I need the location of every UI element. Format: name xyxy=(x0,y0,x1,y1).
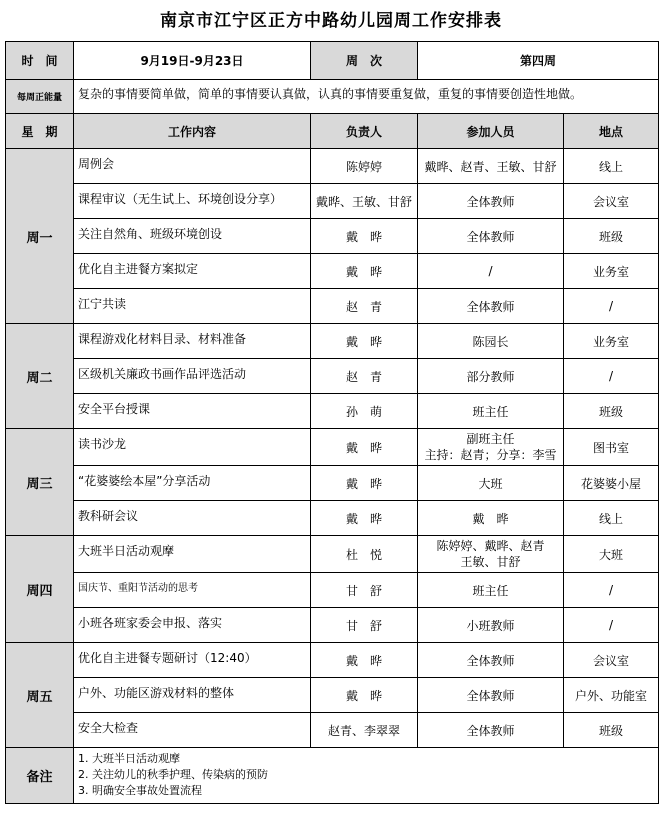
task-content: 大班半日活动观摩 xyxy=(74,536,311,573)
task-location: 会议室 xyxy=(564,184,659,219)
task-participants: 戴晔、赵青、王敏、甘舒 xyxy=(418,149,564,184)
task-location: 线上 xyxy=(564,501,659,536)
task-participants: 大班 xyxy=(418,466,564,501)
date-range: 9月19日-9月23日 xyxy=(74,42,311,80)
task-owner: 戴 晔 xyxy=(311,643,418,678)
notes-list xyxy=(74,748,659,804)
table-row xyxy=(6,254,659,289)
task-location: 线上 xyxy=(564,149,659,184)
task-content: “花婆婆绘本屋”分享活动 xyxy=(74,466,311,501)
task-owner: 戴 晔 xyxy=(311,466,418,501)
task-content: 国庆节、重阳节活动的思考 xyxy=(74,573,311,608)
task-participants: 班主任 xyxy=(418,394,564,429)
task-location: 业务室 xyxy=(564,254,659,289)
table-row xyxy=(6,324,659,359)
task-owner: 戴晔、王敏、甘舒 xyxy=(311,184,418,219)
week-value: 第四周 xyxy=(418,42,659,80)
week-label: 周 次 xyxy=(311,42,418,80)
task-location: / xyxy=(564,573,659,608)
task-location: 大班 xyxy=(564,536,659,573)
table-row xyxy=(6,536,659,573)
task-owner: 戴 晔 xyxy=(311,678,418,713)
task-content: 江宁共读 xyxy=(74,289,311,324)
task-location: 户外、功能室 xyxy=(564,678,659,713)
task-content: 户外、功能区游戏材料的整体 xyxy=(74,678,311,713)
task-location: 会议室 xyxy=(564,643,659,678)
task-owner: 赵青、李翠翠 xyxy=(311,713,418,748)
task-owner: 戴 晔 xyxy=(311,324,418,359)
weekday-cell: 周二 xyxy=(6,324,74,429)
table-row xyxy=(6,219,659,254)
col-participants: 参加人员 xyxy=(418,114,564,149)
task-content: 课程游戏化材料目录、材料准备 xyxy=(74,324,311,359)
task-location: 班级 xyxy=(564,713,659,748)
task-content: 周例会 xyxy=(74,149,311,184)
column-header-row xyxy=(6,114,659,149)
table-row xyxy=(6,713,659,748)
task-owner: 甘 舒 xyxy=(311,608,418,643)
note-item: 2. 关注幼儿的秋季护理、传染病的预防 xyxy=(78,768,268,781)
col-content: 工作内容 xyxy=(74,114,311,149)
page-title: 南京市江宁区正方中路幼儿园周工作安排表 xyxy=(160,11,502,31)
task-location: 业务室 xyxy=(564,324,659,359)
task-content: 教科研会议 xyxy=(74,501,311,536)
weekday-cell: 周四 xyxy=(6,536,74,643)
task-participants: 全体教师 xyxy=(418,289,564,324)
note-item: 1. 大班半日活动观摩 xyxy=(78,752,180,765)
task-location: 花婆婆小屋 xyxy=(564,466,659,501)
task-participants: 戴 晔 xyxy=(418,501,564,536)
task-participants xyxy=(418,429,564,466)
table-row xyxy=(6,643,659,678)
task-owner: 甘 舒 xyxy=(311,573,418,608)
task-content: 优化自主进餐方案拟定 xyxy=(74,254,311,289)
col-weekday: 星 期 xyxy=(6,114,74,149)
task-owner: 陈婷婷 xyxy=(311,149,418,184)
table-row xyxy=(6,184,659,219)
task-content: 关注自然角、班级环境创设 xyxy=(74,219,311,254)
task-participants: 陈园长 xyxy=(418,324,564,359)
task-content: 课程审议（无生试上、环境创设分享） xyxy=(74,184,311,219)
task-participants: 全体教师 xyxy=(418,184,564,219)
table-row xyxy=(6,501,659,536)
task-location: 班级 xyxy=(564,394,659,429)
motto-label: 每周正能量 xyxy=(6,80,74,114)
weekday-cell: 周三 xyxy=(6,429,74,536)
table-row xyxy=(6,608,659,643)
weekday-cell: 周一 xyxy=(6,149,74,324)
notes-label: 备注 xyxy=(6,748,74,804)
table-row xyxy=(6,429,659,466)
task-location: / xyxy=(564,608,659,643)
task-participants: 全体教师 xyxy=(418,678,564,713)
task-location: 图书室 xyxy=(564,429,659,466)
table-row xyxy=(6,394,659,429)
task-content: 读书沙龙 xyxy=(74,429,311,466)
task-content: 安全平台授课 xyxy=(74,394,311,429)
table-row xyxy=(6,573,659,608)
table-row xyxy=(6,466,659,501)
table-row xyxy=(6,289,659,324)
task-location: 班级 xyxy=(564,219,659,254)
task-owner: 赵 青 xyxy=(311,359,418,394)
task-participants: 部分教师 xyxy=(418,359,564,394)
task-owner: 戴 晔 xyxy=(311,254,418,289)
task-participants: 全体教师 xyxy=(418,219,564,254)
motto-text: 复杂的事情要简单做，简单的事情要认真做，认真的事情要重复做，重复的事情要创造性地做。 xyxy=(74,80,659,114)
task-participants: 小班教师 xyxy=(418,608,564,643)
task-participants: / xyxy=(418,254,564,289)
participants-line: 主持：赵青；分享：李雪 xyxy=(424,448,557,462)
task-participants: 全体教师 xyxy=(418,713,564,748)
task-location: / xyxy=(564,289,659,324)
task-participants: 全体教师 xyxy=(418,643,564,678)
task-owner: 戴 晔 xyxy=(311,501,418,536)
participants-line: 王敏、甘舒 xyxy=(460,555,521,569)
participants-line: 副班主任 xyxy=(466,432,515,446)
task-owner: 戴 晔 xyxy=(311,429,418,466)
header-row xyxy=(6,42,659,80)
task-participants: 班主任 xyxy=(418,573,564,608)
col-owner: 负责人 xyxy=(311,114,418,149)
task-owner: 戴 晔 xyxy=(311,219,418,254)
table-row xyxy=(6,678,659,713)
table-row xyxy=(6,359,659,394)
motto-row xyxy=(6,80,659,114)
task-content: 优化自主进餐专题研讨（12:40） xyxy=(74,643,311,678)
col-location: 地点 xyxy=(564,114,659,149)
note-item: 3. 明确安全事故处置流程 xyxy=(78,784,202,797)
task-content: 安全大检查 xyxy=(74,713,311,748)
task-owner: 杜 悦 xyxy=(311,536,418,573)
task-participants xyxy=(418,536,564,573)
task-owner: 赵 青 xyxy=(311,289,418,324)
participants-line: 陈婷婷、戴晔、赵青 xyxy=(436,539,545,553)
task-location: / xyxy=(564,359,659,394)
task-owner: 孙 萌 xyxy=(311,394,418,429)
notes-row xyxy=(6,748,659,804)
weekly-schedule-table xyxy=(5,41,659,804)
task-content: 区级机关廉政书画作品评选活动 xyxy=(74,359,311,394)
table-row xyxy=(6,149,659,184)
weekday-cell: 周五 xyxy=(6,643,74,748)
time-label: 时 间 xyxy=(6,42,74,80)
task-content: 小班各班家委会申报、落实 xyxy=(74,608,311,643)
